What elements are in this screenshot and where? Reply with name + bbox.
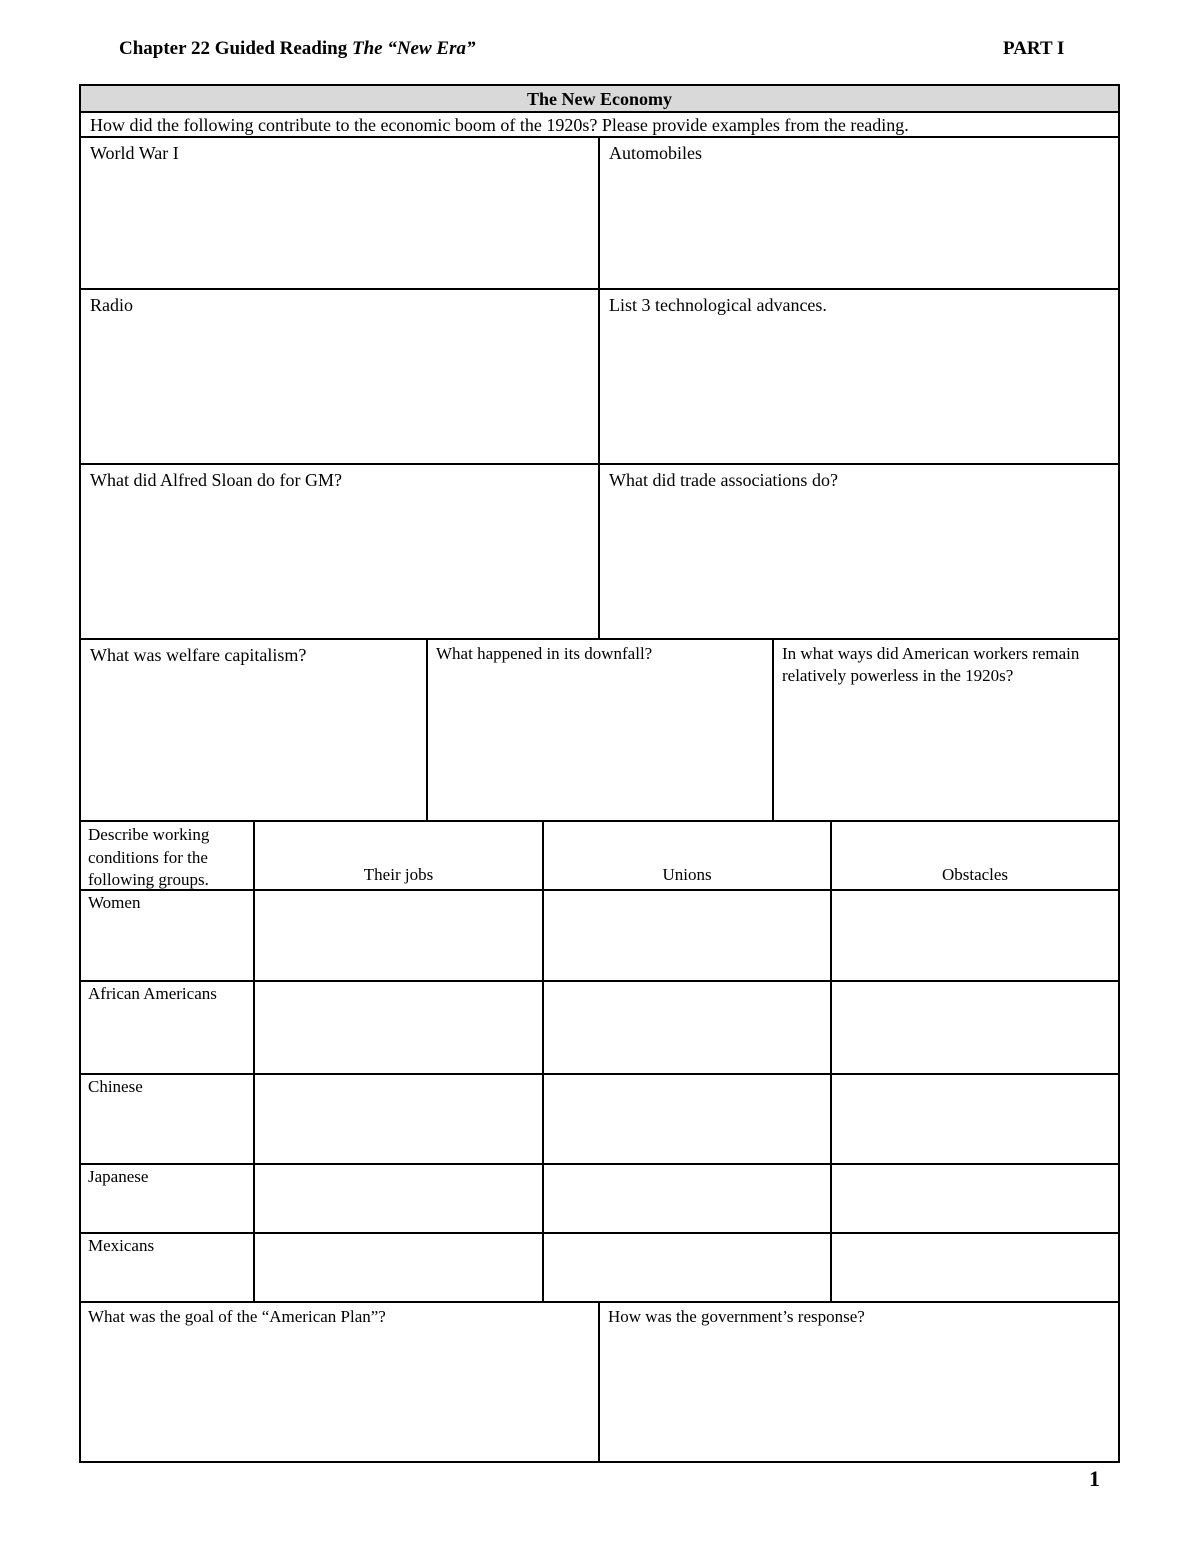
column-header-obstacles: Obstacles (830, 820, 1120, 891)
prompt-alfred-sloan[interactable]: What did Alfred Sloan do for GM? (79, 463, 600, 640)
prompt-trade-associations[interactable]: What did trade associations do? (598, 463, 1120, 640)
cell-japanese-jobs[interactable] (253, 1163, 544, 1234)
cell-chinese-jobs[interactable] (253, 1073, 544, 1165)
cell-women-unions[interactable] (542, 889, 832, 982)
header-title-italic: The “New Era” (351, 38, 476, 59)
cell-chinese-unions[interactable] (542, 1073, 832, 1165)
cell-mexicans-jobs[interactable] (253, 1232, 544, 1303)
row-label-chinese: Chinese (79, 1073, 255, 1165)
section-instruction: How did the following contribute to the economic boom of the 1920s? Please provide examples from the reading. (79, 111, 1120, 138)
row-label-mexicans: Mexicans (79, 1232, 255, 1303)
prompt-radio[interactable]: Radio (79, 288, 600, 465)
prompt-automobiles[interactable]: Automobiles (598, 136, 1120, 290)
cell-japanese-obstacles[interactable] (830, 1163, 1120, 1234)
cell-african-americans-jobs[interactable] (253, 980, 544, 1075)
cell-japanese-unions[interactable] (542, 1163, 832, 1234)
cell-women-jobs[interactable] (253, 889, 544, 982)
page-header-title: Chapter 22 Guided Reading The “New Era” (119, 38, 476, 59)
working-conditions-intro: Describe working conditions for the following groups. (79, 820, 255, 891)
cell-african-americans-obstacles[interactable] (830, 980, 1120, 1075)
cell-mexicans-unions[interactable] (542, 1232, 832, 1303)
row-label-japanese: Japanese (79, 1163, 255, 1234)
column-header-unions: Unions (542, 820, 832, 891)
row-label-women: Women (79, 889, 255, 982)
prompt-welfare-capitalism[interactable]: What was welfare capitalism? (79, 638, 428, 822)
prompt-world-war-i[interactable]: World War I (79, 136, 600, 290)
prompt-american-plan[interactable]: What was the goal of the “American Plan”? (79, 1301, 600, 1463)
cell-african-americans-unions[interactable] (542, 980, 832, 1075)
prompt-government-response[interactable]: How was the government’s response? (598, 1301, 1120, 1463)
cell-mexicans-obstacles[interactable] (830, 1232, 1120, 1303)
page-header-part: PART I (1003, 38, 1065, 59)
prompt-technological-advances[interactable]: List 3 technological advances. (598, 288, 1120, 465)
cell-women-obstacles[interactable] (830, 889, 1120, 982)
prompt-downfall[interactable]: What happened in its downfall? (426, 638, 774, 822)
column-header-their-jobs: Their jobs (253, 820, 544, 891)
page-number: 1 (1089, 1466, 1100, 1491)
prompt-workers-powerless[interactable]: In what ways did American workers remain relatively powerless in the 1920s? (772, 638, 1120, 822)
row-label-african-americans: African Americans (79, 980, 255, 1075)
section-title: The New Economy (79, 84, 1120, 113)
cell-chinese-obstacles[interactable] (830, 1073, 1120, 1165)
